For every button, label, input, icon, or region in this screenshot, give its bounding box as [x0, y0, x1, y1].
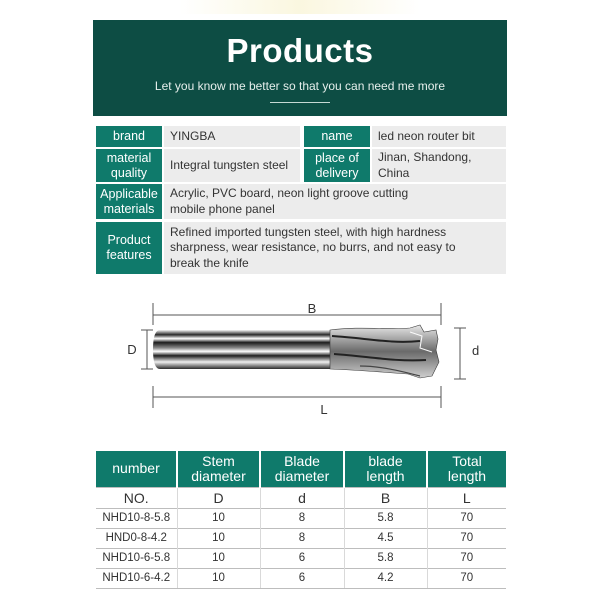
table-header-row: [96, 451, 506, 487]
material-label-line2: quality: [110, 165, 148, 180]
symbol-cell: D: [177, 487, 260, 508]
top-strip: [0, 0, 600, 20]
header-blade-length: [344, 451, 427, 487]
blade-diameter-cell: 8: [260, 508, 344, 528]
blade-length-cell: 4.5: [344, 528, 427, 548]
stem-diameter-cell: 10: [177, 508, 260, 528]
total-length-cell: 70: [427, 528, 506, 548]
model-cell: NHD10-6-4.2: [96, 568, 177, 588]
symbol-cell: NO.: [96, 487, 177, 508]
table-row: [96, 568, 506, 588]
header-stem-diameter: [177, 451, 260, 487]
features-label: [96, 222, 162, 274]
table-row: [96, 548, 506, 568]
bit-cutting-head: [330, 325, 439, 378]
spec-row-brand: [96, 126, 506, 147]
spec-row-applicable: [96, 184, 506, 219]
delivery-label-line1: place of: [315, 150, 359, 165]
blade-length-cell: 5.8: [344, 508, 427, 528]
header-stem-line2: diameter: [191, 467, 246, 484]
stem-diameter-cell: 10: [177, 568, 260, 588]
size-table: [96, 451, 506, 589]
name-label: name: [304, 126, 370, 147]
header-blade-diameter: [260, 451, 344, 487]
brand-value: YINGBA: [164, 126, 300, 147]
blade-length-cell: 4.2: [344, 568, 427, 588]
header-total-length-line2: length: [447, 467, 487, 484]
header-blade-length-line2: length: [366, 467, 405, 484]
delivery-value: Jinan, Shandong, China: [372, 149, 506, 182]
features-value-line2: sharpness, wear resistance, no burrs, and not easy to: [170, 240, 456, 255]
delivery-label: [304, 149, 370, 182]
products-banner: [93, 20, 507, 116]
header-blade-diameter-line2: diameter: [274, 467, 330, 484]
header-number-line1: number: [112, 460, 160, 477]
model-cell: NHD10-8-5.8: [96, 508, 177, 528]
dimension-D: [141, 330, 153, 369]
router-bit-diagram: [120, 292, 490, 422]
features-label-line2: features: [106, 248, 152, 262]
top-glow: [180, 0, 420, 14]
stem-diameter-cell: 10: [177, 528, 260, 548]
label-B: B: [307, 301, 317, 316]
material-label: [96, 149, 162, 182]
applicable-value-line2: mobile phone panel: [170, 201, 275, 216]
features-value-line3: break the knife: [170, 255, 249, 270]
applicable-label: [96, 184, 162, 219]
dimension-B: [153, 303, 441, 325]
blade-diameter-cell: 6: [260, 568, 344, 588]
total-length-cell: 70: [427, 548, 506, 568]
applicable-label-line2: materials: [103, 201, 155, 216]
blade-diameter-cell: 6: [260, 548, 344, 568]
symbol-cell: d: [260, 487, 344, 508]
header-stem-line1: Stem: [202, 453, 235, 470]
spec-row-features: [96, 222, 506, 274]
label-D: D: [127, 342, 137, 357]
features-value-line1: Refined imported tungsten steel, with high hardness: [170, 224, 447, 239]
blade-diameter-cell: 8: [260, 528, 344, 548]
applicable-value-line1: Acrylic, PVC board, neon light groove cutting: [170, 185, 409, 200]
model-cell: HND0-8-4.2: [96, 528, 177, 548]
features-label-line1: Product: [107, 233, 151, 247]
total-length-cell: 70: [427, 568, 506, 588]
table-row: [96, 508, 506, 528]
model-cell: NHD10-6-5.8: [96, 548, 177, 568]
header-number: [96, 451, 177, 487]
applicable-value: [164, 184, 506, 219]
label-d: d: [472, 343, 480, 358]
material-label-line1: material: [106, 150, 152, 165]
dimension-d: [454, 328, 466, 379]
applicable-label-line1: Applicable: [100, 186, 158, 201]
brand-label: brand: [96, 126, 162, 147]
dimension-L: [153, 386, 441, 408]
header-total-length-line1: Total: [452, 453, 482, 470]
page-subtitle: Let you know me better so that you can need me more: [154, 79, 446, 93]
header-blade-length-line1: blade: [368, 453, 403, 470]
name-value: led neon router bit: [372, 126, 506, 147]
material-value: Integral tungsten steel: [164, 149, 300, 182]
bit-shank: [153, 330, 330, 369]
total-length-cell: 70: [427, 508, 506, 528]
table-row: [96, 528, 506, 548]
spec-row-material: [96, 149, 506, 182]
blade-length-cell: 5.8: [344, 548, 427, 568]
header-total-length: [427, 451, 506, 487]
stem-diameter-cell: 10: [177, 548, 260, 568]
delivery-label-line2: delivery: [315, 165, 359, 180]
symbol-cell: L: [427, 487, 506, 508]
symbol-cell: B: [344, 487, 427, 508]
header-blade-diameter-line1: Blade: [284, 453, 320, 470]
title-divider: [270, 102, 330, 103]
features-value: [164, 222, 506, 274]
page-title: Products: [226, 32, 374, 69]
table-symbol-row: [96, 487, 506, 508]
label-L: L: [320, 402, 328, 417]
